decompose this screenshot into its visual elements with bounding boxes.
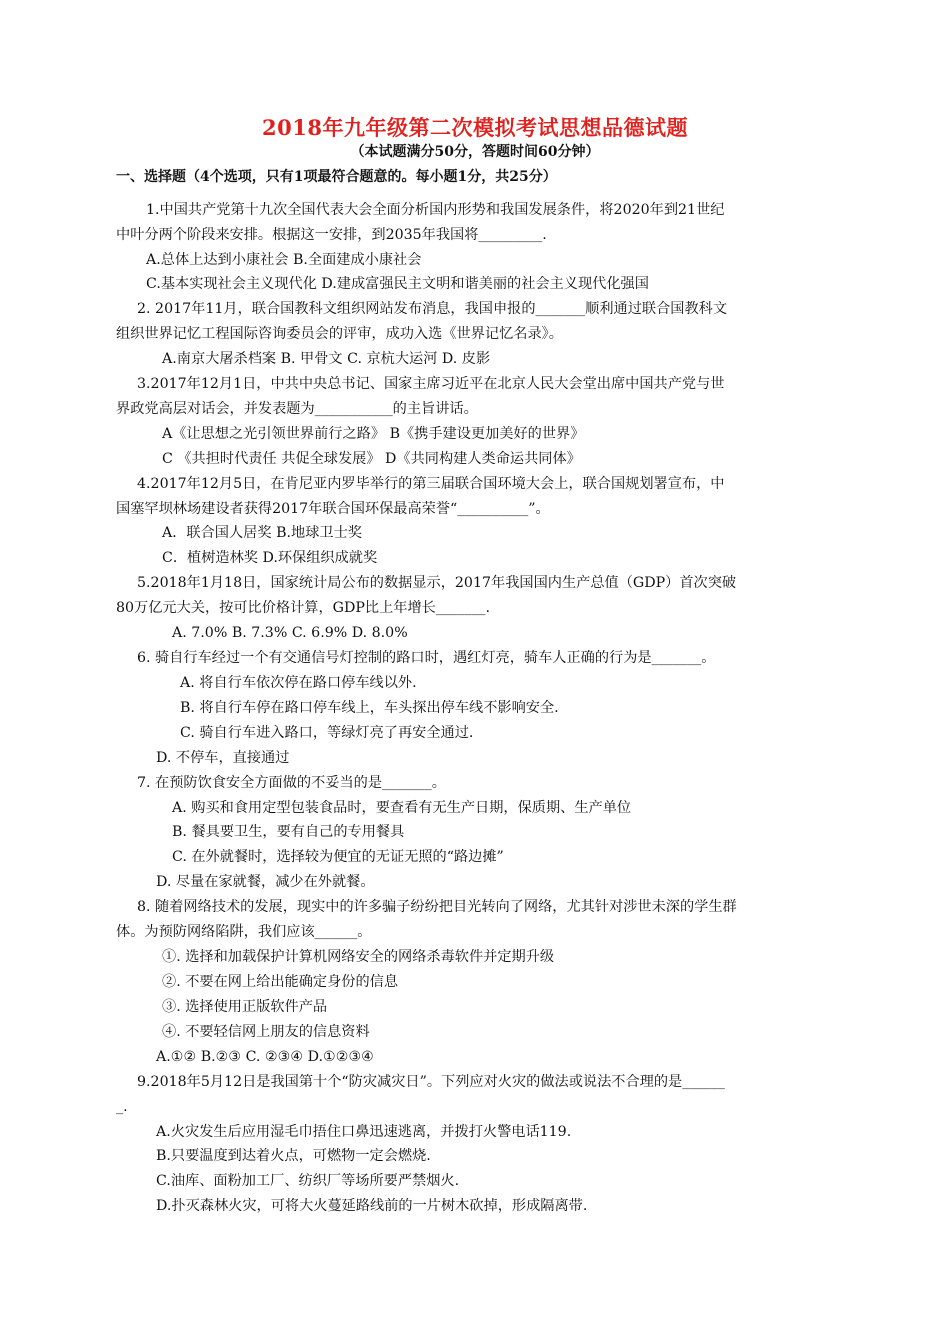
question-line: 界政党高层对话会，并发表题为___________的主旨讲话。 (116, 401, 478, 417)
question-line: 体。为预防网络陷阱，我们应该______。 (116, 924, 372, 940)
option-line: A．联合国人居奖 B.地球卫士奖 (162, 525, 362, 541)
option-line: A.①② B.②③ C. ②③④ D.①②③④ (156, 1049, 374, 1065)
option-line: A《让思想之光引领世界前行之路》 B《携手建设更加美好的世界》 (162, 426, 585, 442)
option-line: C．植树造林奖 D.环保组织成就奖 (162, 550, 378, 566)
question-line: 80万亿元大关，按可比价格计算，GDP比上年增长_______. (116, 600, 491, 616)
option-line: D. 不停车，直接通过 (156, 750, 290, 766)
option-line: B. 餐具要卫生，要有自己的专用餐具 (172, 824, 405, 840)
option-line: C. 骑自行车进入路口，等绿灯亮了再安全通过. (180, 725, 474, 741)
question-line: 2. 2017年11月，联合国教科文组织网站发布消息，我国申报的_______顺利通过联合国教科文 (137, 301, 728, 317)
option-line: B.只要温度到达着火点，可燃物一定会燃烧. (156, 1148, 431, 1164)
option-line: A. 购买和食用定型包装食品时，要查看有无生产日期，保质期、生产单位 (172, 800, 632, 816)
option-line: C. 在外就餐时，选择较为便宜的无证无照的“路边摊” (172, 849, 504, 865)
option-line: D. 尽量在家就餐，减少在外就餐。 (156, 874, 375, 890)
question-line: 国塞罕坝林场建设者获得2017年联合国环保最高荣誉“__________”。 (116, 501, 550, 517)
option-line: C.基本实现社会主义现代化 D.建成富强民主文明和谐美丽的社会主义现代化强国 (146, 276, 649, 292)
option-line: ③. 选择使用正版软件产品 (162, 999, 328, 1015)
question-line: _. (116, 1099, 128, 1115)
option-line: A.火灾发生后应用湿毛巾捂住口鼻迅速逃离，并拨打火警电话119. (156, 1124, 572, 1140)
question-line: 4.2017年12月5日，在肯尼亚内罗毕举行的第三届联合国环境大会上，联合国规划署宣布，中 (137, 476, 725, 492)
option-line: C.油库、面粉加工厂、纺织厂等场所要严禁烟火. (156, 1173, 460, 1189)
option-line: A.南京大屠杀档案 B. 甲骨文 C. 京杭大运河 D. 皮影 (162, 351, 491, 367)
question-line: 3.2017年12月1日，中共中央总书记、国家主席习近平在北京人民大会堂出席中国共产党与世 (137, 376, 725, 392)
question-line: 9.2018年5月12日是我国第十个“防灾减灾日”。下列应对火灾的做法或说法不合理的是______ (137, 1074, 725, 1090)
option-line: ②. 不要在网上给出能确定身份的信息 (162, 974, 399, 990)
section-heading: 一、选择题（4个选项，只有1项最符合题意的。每小题1分，共25分） (116, 169, 557, 185)
option-line: A. 7.0% B. 7.3% C. 6.9% D. 8.0% (172, 625, 408, 641)
question-line: 6. 骑自行车经过一个有交通信号灯控制的路口时，遇红灯亮，骑车人正确的行为是_______。 (137, 650, 716, 666)
question-line: 8. 随着网络技术的发展，现实中的许多骗子纷纷把目光转向了网络，尤其针对涉世未深的学生群 (137, 899, 737, 915)
option-line: A.总体上达到小康社会 B.全面建成小康社会 (146, 252, 422, 268)
question-line: 5.2018年1月18日，国家统计局公布的数据显示，2017年我国国内生产总值（GDP）首次突破 (137, 575, 737, 591)
question-line: 1.中国共产党第十九次全国代表大会全面分析国内形势和我国发展条件，将2020年到21世纪 (146, 202, 725, 218)
option-line: C 《共担时代责任 共促全球发展》 D《共同构建人类命运共同体》 (162, 451, 581, 467)
exam-title: 2018年九年级第二次模拟考试思想品德试题 (262, 115, 688, 140)
option-line: D.扑灭森林火灾，可将大火蔓延路线前的一片树木砍掉，形成隔离带. (156, 1198, 588, 1214)
question-line: 中叶分两个阶段来安排。根据这一安排，到2035年我国将_________. (116, 227, 547, 243)
exam-subtitle: （本试题满分50分，答题时间60分钟） (350, 144, 600, 160)
option-line: B. 将自行车停在路口停车线上，车头探出停车线不影响安全. (180, 700, 559, 716)
question-line: 7. 在预防饮食安全方面做的不妥当的是_______。 (137, 775, 446, 791)
question-line: 组织世界记忆工程国际咨询委员会的评审，成功入选《世界记忆名录》。 (116, 326, 563, 342)
option-line: A. 将自行车依次停在路口停车线以外. (180, 675, 417, 691)
option-line: ①. 选择和加载保护计算机网络安全的网络杀毒软件并定期升级 (162, 949, 555, 965)
option-line: ④. 不要轻信网上朋友的信息资料 (162, 1024, 370, 1040)
